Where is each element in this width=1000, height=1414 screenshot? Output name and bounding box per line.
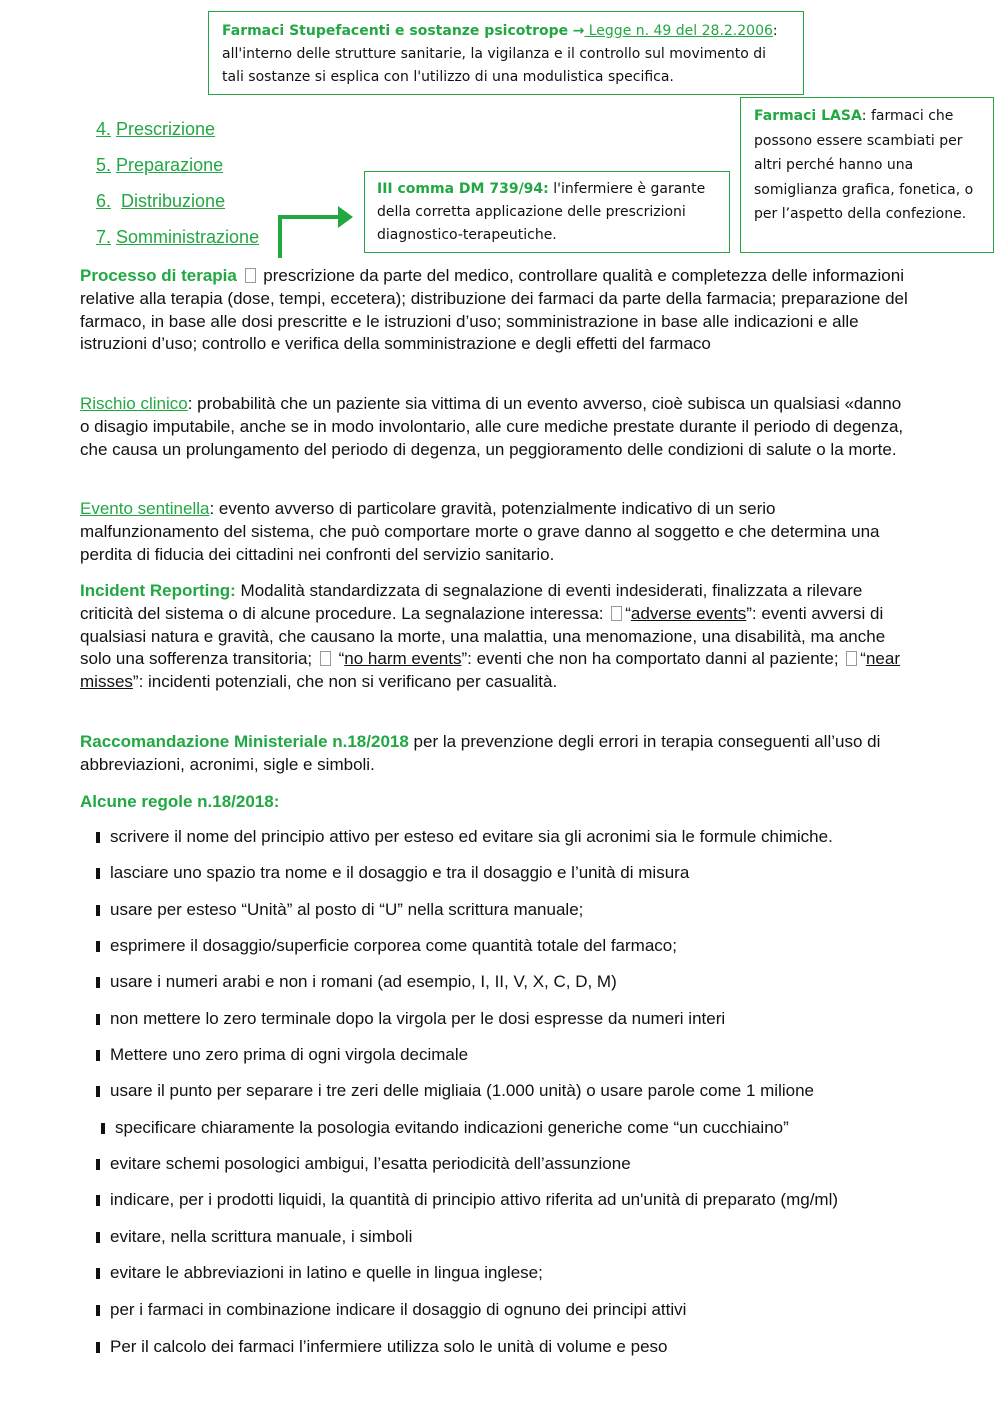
step-num: 6. [96,191,112,211]
arrow-right-icon: → [572,23,585,39]
bullet-icon [96,868,100,879]
regola-text: scrivere il nome del principio attivo per esteso ed evitare sia gli acronimi sia le formule chimiche. [110,827,833,846]
incident-text-2: ”: eventi avversi di qualsiasi natura e gravità, che causano la morte, una malattia, una menomazione, una disabilità, ma anche solo una sofferenza transitoria; [80,603,886,669]
lasa-body: : farmaci che possono essere scambiati per altri perché hanno una somiglianza grafica, fonetica, o per l’aspetto della confezione. [754,108,974,222]
step-item-7[interactable] [96,227,259,248]
sentinella-body: : evento avverso di particolare gravità, potenzialmente indicativo di un serio malfunzionamento del sistema, che può comportare morte o grave danno al soggetto e che determina una perdita di fiducia dei cittadini nei confronti del servizio sanitario. [80,499,880,564]
bullet-icon [101,1123,105,1134]
missing-glyph-icon [846,651,857,666]
missing-glyph-icon [245,268,256,283]
regola-text: per i farmaci in combinazione indicare il dosaggio di ognuno dei principi attivi [110,1300,687,1319]
processo-term: Processo di terapia [80,266,237,285]
regola-text: indicare, per i prodotti liquidi, la quantità di principio attivo riferita ad un'unità di preparato (mg/ml) [110,1190,839,1209]
incident-paragraph [80,580,910,694]
regola-text: usare il punto per separare i tre zeri delle migliaia (1.000 unità) o usare parole come 1 milione [110,1081,814,1100]
regola-item [96,1189,838,1211]
dm-box [364,171,730,253]
step-item-4[interactable] [96,119,215,140]
incident-text-4: ”: incidenti potenziali, che non si verificano per casualità. [132,672,558,692]
step-label: Preparazione [116,155,224,175]
bullet-icon [96,1014,100,1025]
regola-text: esprimere il dosaggio/superficie corporea come quantità totale del farmaco; [110,936,677,955]
regola-text: lasciare uno spazio tra nome e il dosaggio e tra il dosaggio e l’unità di misura [110,863,690,882]
bent-arrow-icon [270,200,350,260]
rischio-paragraph [80,393,910,461]
regola-text: specificare chiaramente la posologia evitando indicazioni generiche come “un cucchiaino” [115,1118,789,1137]
regola-item [96,862,689,884]
bullet-icon [96,905,100,916]
processo-paragraph [80,265,910,356]
regola-text: usare i numeri arabi e non i romani (ad esempio, I, II, V, X, C, D, M) [110,972,617,991]
raccomandazione-paragraph [80,731,910,777]
regola-item [96,1226,412,1248]
step-item-5[interactable] [96,155,223,176]
regola-item [96,1080,814,1102]
regola-text: usare per esteso “Unità” al posto di “U” nella scrittura manuale; [110,900,584,919]
incident-term: Incident Reporting: [80,581,236,600]
stupefacenti-body: all'interno delle strutture sanitarie, la vigilanza e il controllo sul movimento di tali sostanze si esplica con l'utilizzo di una modulistica specifica. [222,46,767,85]
bullet-icon [96,1086,100,1097]
bullet-icon [96,941,100,952]
rischio-term[interactable]: Rischio clinico [80,394,188,413]
quote: “ [333,649,345,669]
bullet-icon [96,1232,100,1243]
regola-item [101,1117,789,1139]
bullet-icon [96,1159,100,1170]
step-num: 7. [96,227,112,247]
regola-item [96,1299,686,1321]
sentinella-term[interactable]: Evento sentinella [80,499,210,518]
missing-glyph-icon [611,606,622,621]
processo-body: prescrizione da parte del medico, controllare qualità e completezza delle informazioni relative alla terapia (dose, tempi, eccetera); distribuzione dei farmaci da parte della farmacia; preparazione del farmaco, in base alle dosi prescritte e le istruzioni d’uso; somministrazione in base alle indicazioni e alle istruzioni d’uso; controllo e verifica della somministrazione e degli effetti del farmaco [80,266,908,354]
bullet-icon [96,1305,100,1316]
regola-item [96,1008,725,1030]
regola-item [96,1336,667,1358]
bullet-icon [96,1195,100,1206]
quote: “ [625,603,631,623]
stupefacenti-title: Farmaci Stupefacenti e sostanze psicotrope [222,23,569,39]
step-num: 4. [96,119,112,139]
regola-text: evitare le abbreviazioni in latino e quelle in lingua inglese; [110,1263,543,1282]
law-link[interactable]: Legge n. 49 del 28.2.2006 [584,23,773,39]
regola-item [96,971,617,993]
step-num: 5. [96,155,112,175]
incident-text-3: ”: eventi che non ha comportato danni al paziente; [461,649,844,669]
sentinella-paragraph [80,498,910,566]
step-item-6[interactable] [96,191,225,212]
regola-text: evitare, nella scrittura manuale, i simboli [110,1227,413,1246]
lasa-title: Farmaci LASA [754,108,862,124]
dm-title: III comma DM 739/94: [377,181,549,197]
regola-item [96,826,833,848]
adverse-events-term: adverse events [630,603,747,623]
raccomandazione-body: per la prevenzione degli errori in terapia conseguenti all’uso di abbreviazioni, acronimi, sigle e simboli. [80,732,881,774]
incident-text-1: Modalità standardizzata di segnalazione di eventi indesiderati, finalizzata a rilevare criticità del sistema o di alcune procedure. La segnalazione interessa: [80,581,863,623]
quote: “ [860,649,866,669]
regola-text: Per il calcolo dei farmaci l’infermiere utilizza solo le unità di volume e peso [110,1337,668,1356]
rischio-body: : probabilità che un paziente sia vittima di un evento avverso, cioè subisca un qualsiasi «danno o disagio imputabile, anche se in modo involontario, alle cure mediche prestate durante il periodo di degenza, che causa un prolungamento del periodo di degenza, un peggioramento delle condizioni di salute o la morte. [80,394,904,459]
bullet-icon [96,1268,100,1279]
bullet-icon [96,1342,100,1353]
regola-item [96,1262,543,1284]
no-harm-events-term: no harm events [344,649,462,669]
regola-text: non mettere lo zero terminale dopo la virgola per le dosi espresse da numeri interi [110,1009,726,1028]
bullet-icon [96,977,100,988]
bullet-icon [96,832,100,843]
regola-text: Mettere uno zero prima di ogni virgola decimale [110,1045,469,1064]
regola-text: evitare schemi posologici ambigui, l’esatta periodicità dell’assunzione [110,1154,631,1173]
dm-body: l'infermiere è garante della corretta applicazione delle prescrizioni diagnostico-terapeutiche. [377,181,706,243]
law-colon: : [772,23,778,39]
missing-glyph-icon [320,651,331,666]
raccomandazione-term: Raccomandazione Ministeriale n.18/2018 [80,732,409,751]
stupefacenti-box [208,11,804,95]
regola-item [96,1044,468,1066]
regole-title: Alcune regole n.18/2018: [80,792,280,811]
regola-item [96,1153,631,1175]
step-label: Distribuzione [121,191,226,211]
step-label: Prescrizione [116,119,216,139]
regola-item [96,899,583,921]
lasa-box [740,97,994,253]
regola-item [96,935,677,957]
near-misses-term: near misses [80,649,900,692]
step-label: Somministrazione [116,227,260,247]
bullet-icon [96,1050,100,1061]
